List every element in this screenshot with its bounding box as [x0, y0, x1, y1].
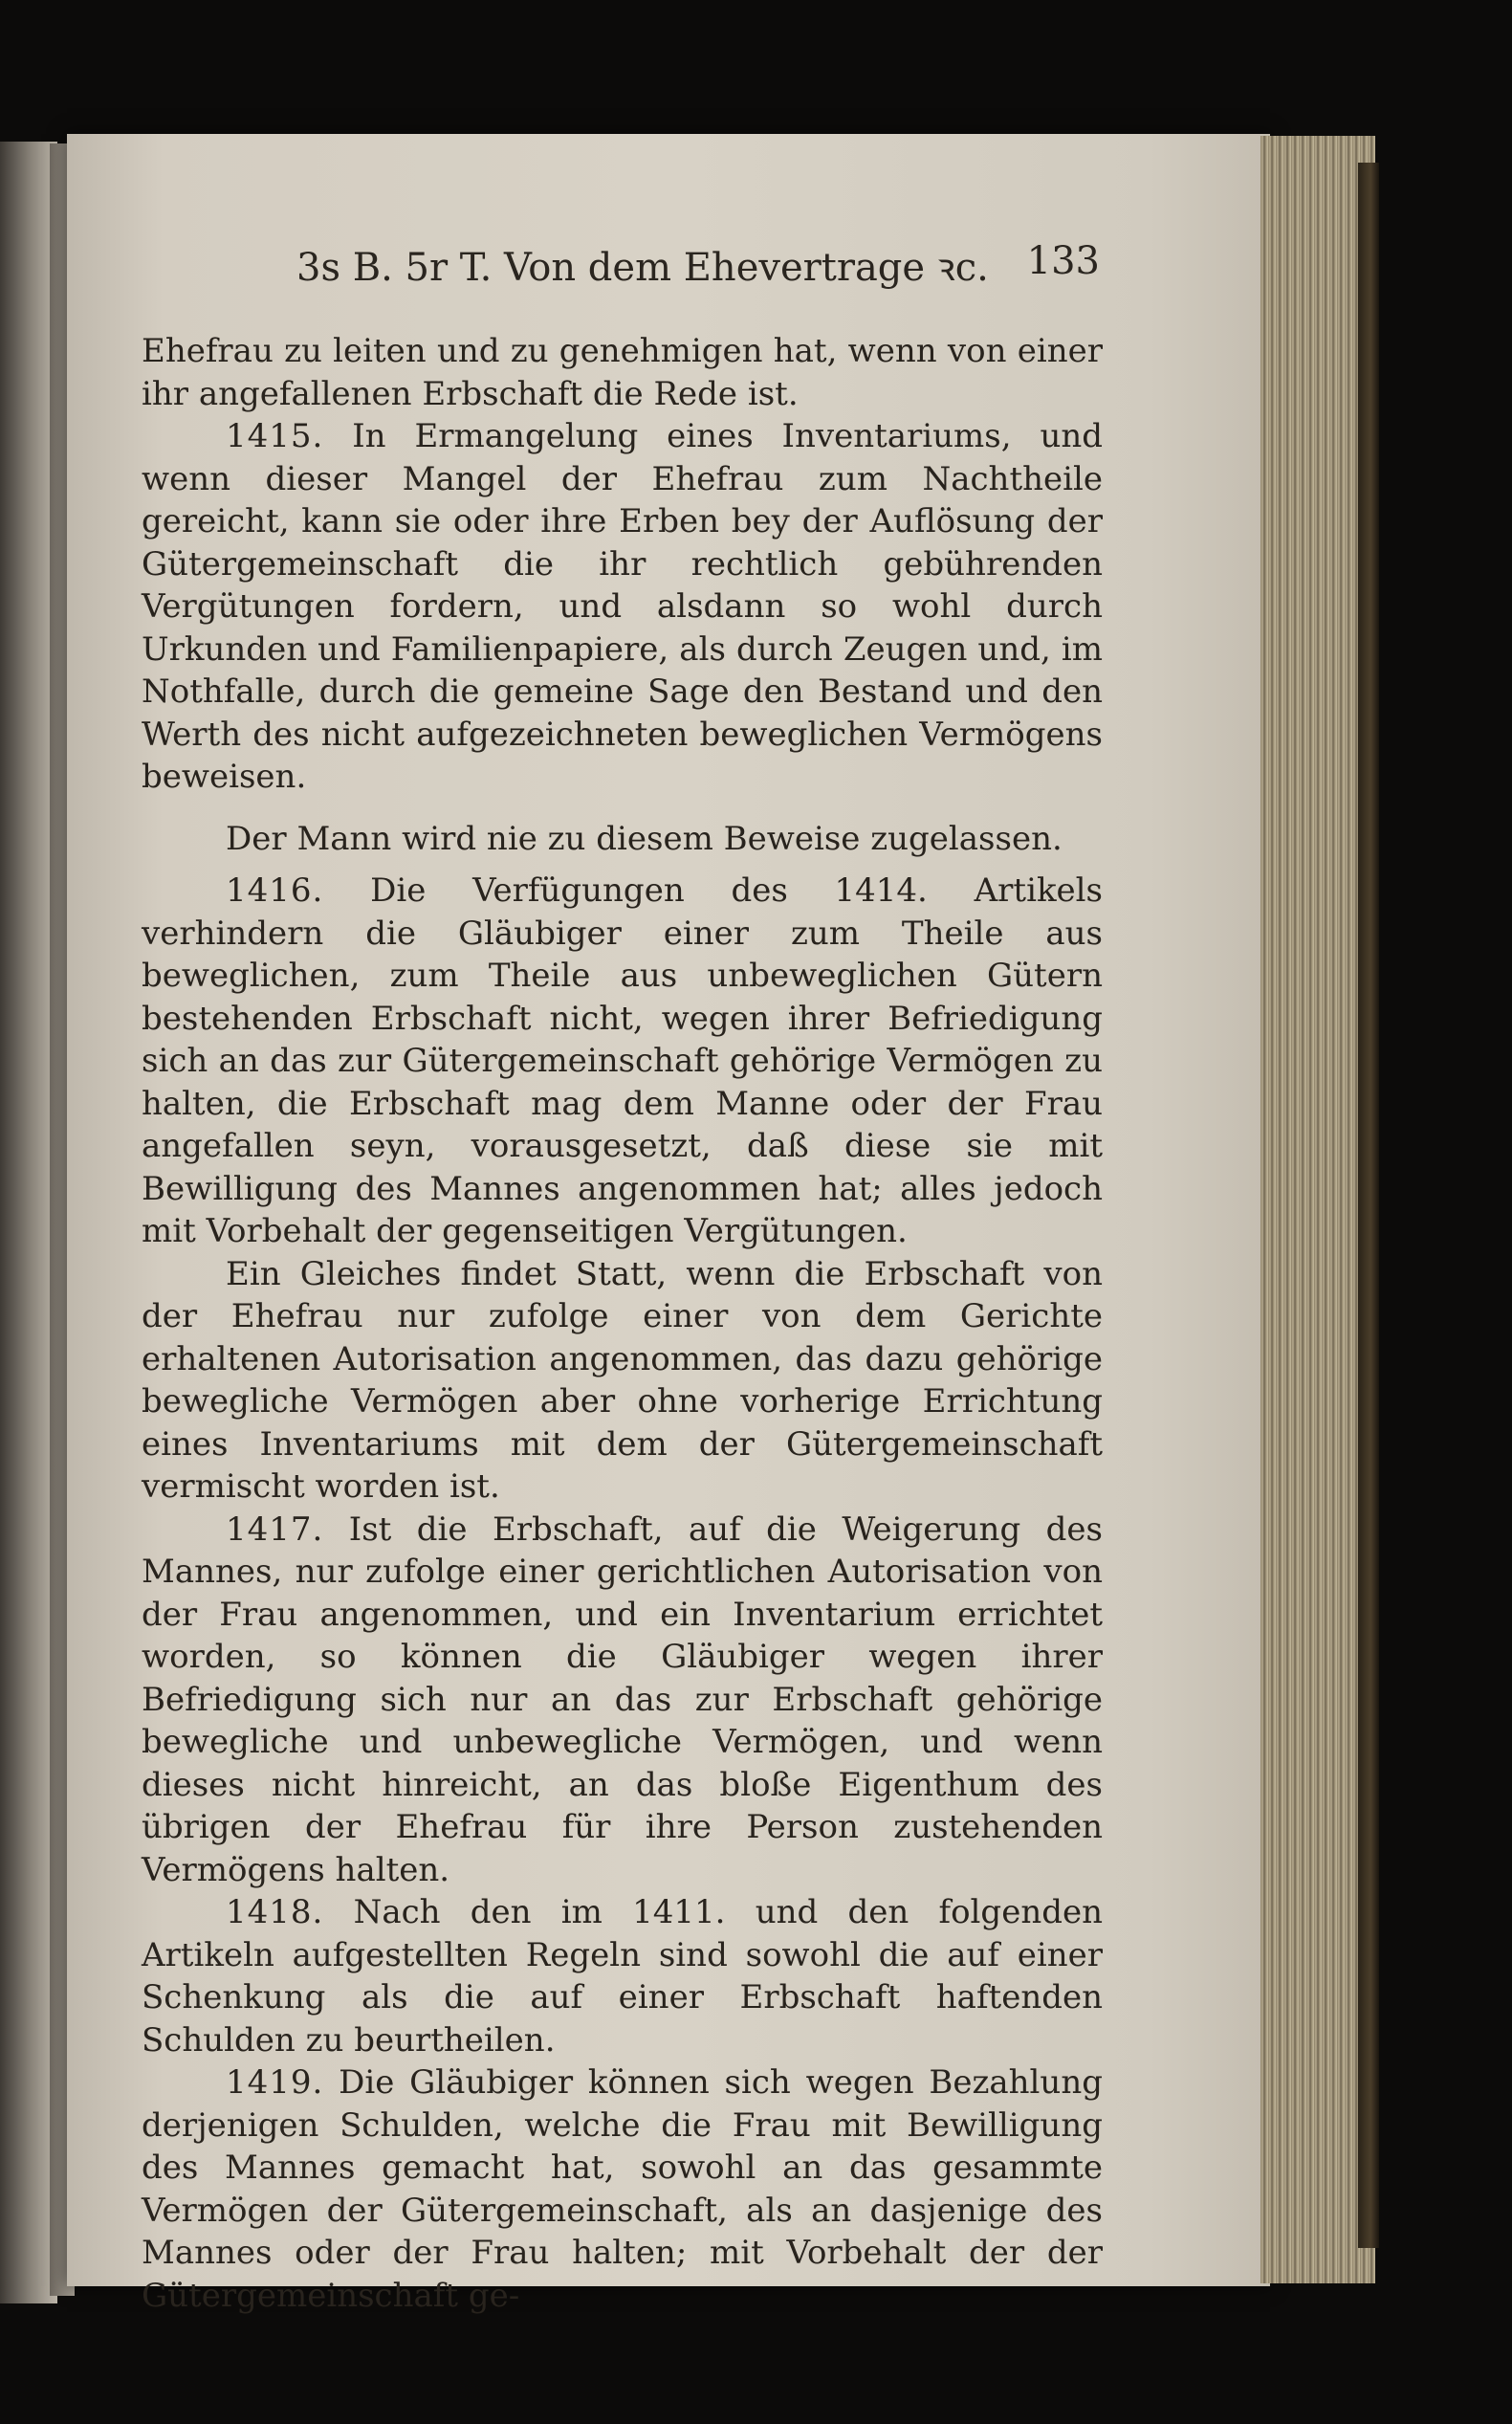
article-number: 1415.: [226, 417, 324, 455]
body-text: [142, 330, 1103, 2317]
article-1418: [142, 1891, 1103, 2061]
note-line: Der Mann wird nie zu diesem Beweise zugelassen.: [226, 819, 1063, 858]
article-text: Ist die Erbschaft, auf die Weigerung des Mannes, nur zufolge einer gerichtlichen Autorisation von der Frau angenommen, und ein Inventarium errichtet worden, so können die Gläubiger wegen ihrer Befriedigung sich nur an das zur Erbschaft gehörige bewegliche und unbewegliche Vermögen, und wenn dieses nicht hinreicht, an das bloße Eigenthum des übrigen der Ehefrau für ihre Person zustehenden Vermögens halten.: [142, 1509, 1103, 1889]
article-1417: [142, 1509, 1103, 1892]
article-1416: [142, 870, 1103, 1253]
article-number: 1418.: [226, 1893, 324, 1931]
article-text: Die Gläubiger können sich wegen Bezahlung derjenigen Schulden, welche die Frau mit Bewilligung des Mannes gemacht hat, sowohl an das gesammte Vermögen der Gütergemeinschaft, als an dasjenige des Mannes oder der Frau halten; mit Vorbehalt der der Gütergemeinschaft ge-: [142, 2063, 1103, 2315]
article-number: 1417.: [226, 1509, 324, 1549]
article-number: 1419.: [226, 2063, 324, 2102]
page-header: [296, 239, 1100, 297]
paragraph: Ein Gleiches findet Statt, wenn die Erbschaft von der Ehefrau nur zufolge einer von dem Gerichte erhaltenen Autorisation angenommen, das dazu gehörige bewegliche Vermögen aber ohne vorherige Errichtung eines Inventariums mit dem der Gütergemeinschaft vermischt worden ist.: [142, 1254, 1103, 1506]
article-1419: [142, 2061, 1103, 2317]
running-head: 3s B. 5r T. Von dem Ehevertrage ꝛc.: [296, 246, 989, 290]
article-number: 1416.: [226, 871, 324, 910]
article-text: In Ermangelung eines Inventariums, und wenn dieser Mangel der Ehefrau zum Nachtheile gereicht, kann sie oder ihre Erben bey der Auflösung der Gütergemeinschaft die ihr rechtlich gebührenden Vergütungen fordern, und alsdann so wohl durch Urkunden und Familienpapiere, als durch Zeugen und, im Nothfalle, durch die gemeine Sage den Bestand und den Werth des nicht aufgezeichneten beweglichen Vermögens beweisen.: [142, 417, 1104, 796]
book-cover-edge: [1358, 163, 1379, 2248]
paragraph-continuation: Ehefrau zu leiten und zu genehmigen hat, wenn von einer ihr angefallenen Erbschaft die Rede ist.: [142, 332, 1103, 413]
article-text: Nach den im 1411. und den folgenden Artikeln aufgestellten Regeln sind sowohl die auf einer Schenkung als die auf einer Erbschaft haftenden Schulden zu beurtheilen.: [142, 1893, 1103, 2060]
page-number: 133: [1026, 239, 1100, 283]
article-1415: [142, 415, 1103, 799]
facing-page-edge: [0, 142, 57, 2303]
article-text: Die Verfügungen des 1414. Artikels verhindern die Gläubiger einer zum Theile aus beweglichen, zum Theile aus unbeweglichen Gütern bestehenden Erbschaft nicht, wegen ihrer Befriedigung sich an das zur Gütergemeinschaft gehörige Vermögen zu halten, die Erbschaft mag dem Manne oder der Frau angefallen seyn, vorausgesetzt, daß diese sie mit Bewilligung des Mannes angenommen hat; alles jedoch mit Vorbehalt der gegenseitigen Vergütungen.: [142, 871, 1103, 1250]
